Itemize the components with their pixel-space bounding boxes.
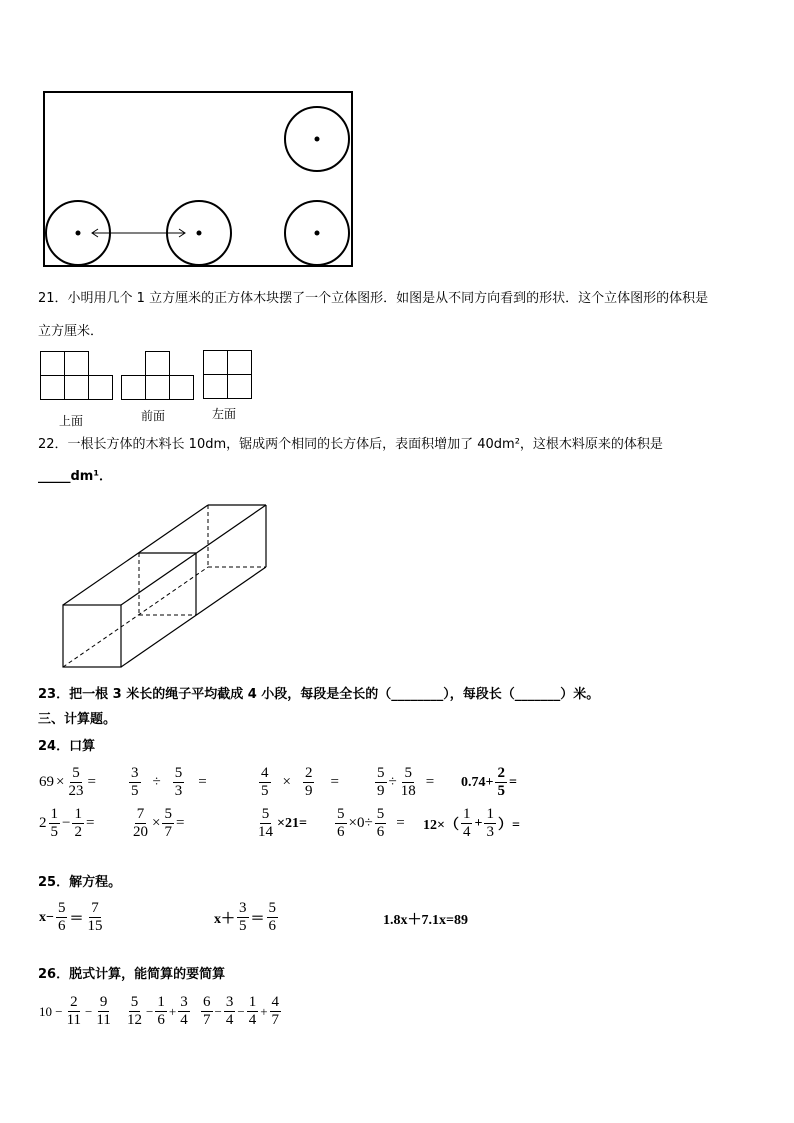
q21-text-line1: 21．小明用几个 1 立方厘米的正方体木块摆了一个立体图形．如图是从不同方向看到的形状．这个立体图形的体积是 bbox=[38, 291, 709, 306]
unit: dm¹． bbox=[70, 469, 113, 484]
q24-r2-e4: $\frac{5}{6}$ ×0÷ $\frac{5}{6}$ = bbox=[337, 806, 405, 840]
q24-r2-e1: 2 $\frac{1}{5}$ − $\frac{1}{2}$ = bbox=[39, 806, 95, 840]
figure-frame bbox=[44, 92, 352, 266]
view-label-left: 左面 bbox=[212, 407, 237, 421]
view-label-front: 前面 bbox=[141, 409, 166, 423]
q25-e1: x− $\frac{5}{6}$ ＝ $\frac{7}{15}$ bbox=[39, 900, 103, 934]
q25-e2: x＋ $\frac{3}{5}$ ＝ $\frac{5}{6}$ bbox=[214, 900, 276, 934]
q24-r1-e4: $\frac{5}{9}$ ÷ $\frac{5}{18}$ = bbox=[377, 765, 435, 799]
view-front bbox=[121, 351, 195, 401]
q26-e1: 10 − $\frac{2}{11}$ − $\frac{9}{11}$ bbox=[39, 994, 111, 1028]
q25-title: 25．解方程。 bbox=[38, 875, 122, 890]
q24-r1-e5: 0.74+ $\frac{2}{5}$ = bbox=[461, 765, 517, 799]
circles-figure bbox=[40, 88, 356, 270]
q24-r2-e5: 12×（ $\frac{1}{4}$ + $\frac{1}{3}$ ）= bbox=[423, 806, 520, 840]
q26-title: 26．脱式计算，能简算的要简算 bbox=[38, 967, 226, 982]
answer-blank[interactable]: _____ bbox=[38, 469, 71, 484]
q24-r2-e2: $\frac{7}{20}$ × $\frac{5}{7}$ = bbox=[133, 806, 185, 840]
q26-e3: $\frac{6}{7}$ − $\frac{3}{4}$ − $\frac{1}{4}$ + $\frac{4}{7}$ bbox=[203, 994, 280, 1028]
q22-answer-line bbox=[38, 468, 112, 486]
q24-r1-e3: $\frac{4}{5}$ × $\frac{2}{9}$ = bbox=[261, 765, 339, 799]
q25-e3: 1.8x＋7.1x=89 bbox=[383, 913, 468, 928]
q24-r1-e2: $\frac{3}{5}$ ÷ $\frac{5}{3}$ = bbox=[131, 765, 207, 799]
q22-text-line1: 22．一根长方体的木料长 10dm，锯成两个相同的长方体后，表面积增加了 40dm²，这根木料原来的体积是 bbox=[38, 437, 663, 452]
view-left bbox=[203, 350, 253, 400]
view-top bbox=[40, 351, 114, 401]
q24-r1-e1: 69 × $\frac{5}{23}$ = bbox=[39, 765, 96, 799]
section-title: 三、计算题。 bbox=[38, 712, 117, 727]
q24-r2-e3: $\frac{5}{14}$ ×21= bbox=[258, 806, 307, 840]
cuboid-figure bbox=[55, 497, 275, 673]
q21-text-line2: 立方厘米． bbox=[38, 324, 104, 339]
q23-text: 23．把一根 3 米长的绳子平均截成 4 小段，每段是全长的（________），每段长（_______）米。 bbox=[38, 687, 600, 702]
double-arrow bbox=[92, 229, 185, 237]
q24-title: 24．口算 bbox=[38, 739, 96, 754]
q26-e2: $\frac{5}{12}$ − $\frac{1}{6}$ + $\frac{3}{4}$ bbox=[127, 994, 188, 1028]
view-label-top: 上面 bbox=[59, 414, 84, 428]
